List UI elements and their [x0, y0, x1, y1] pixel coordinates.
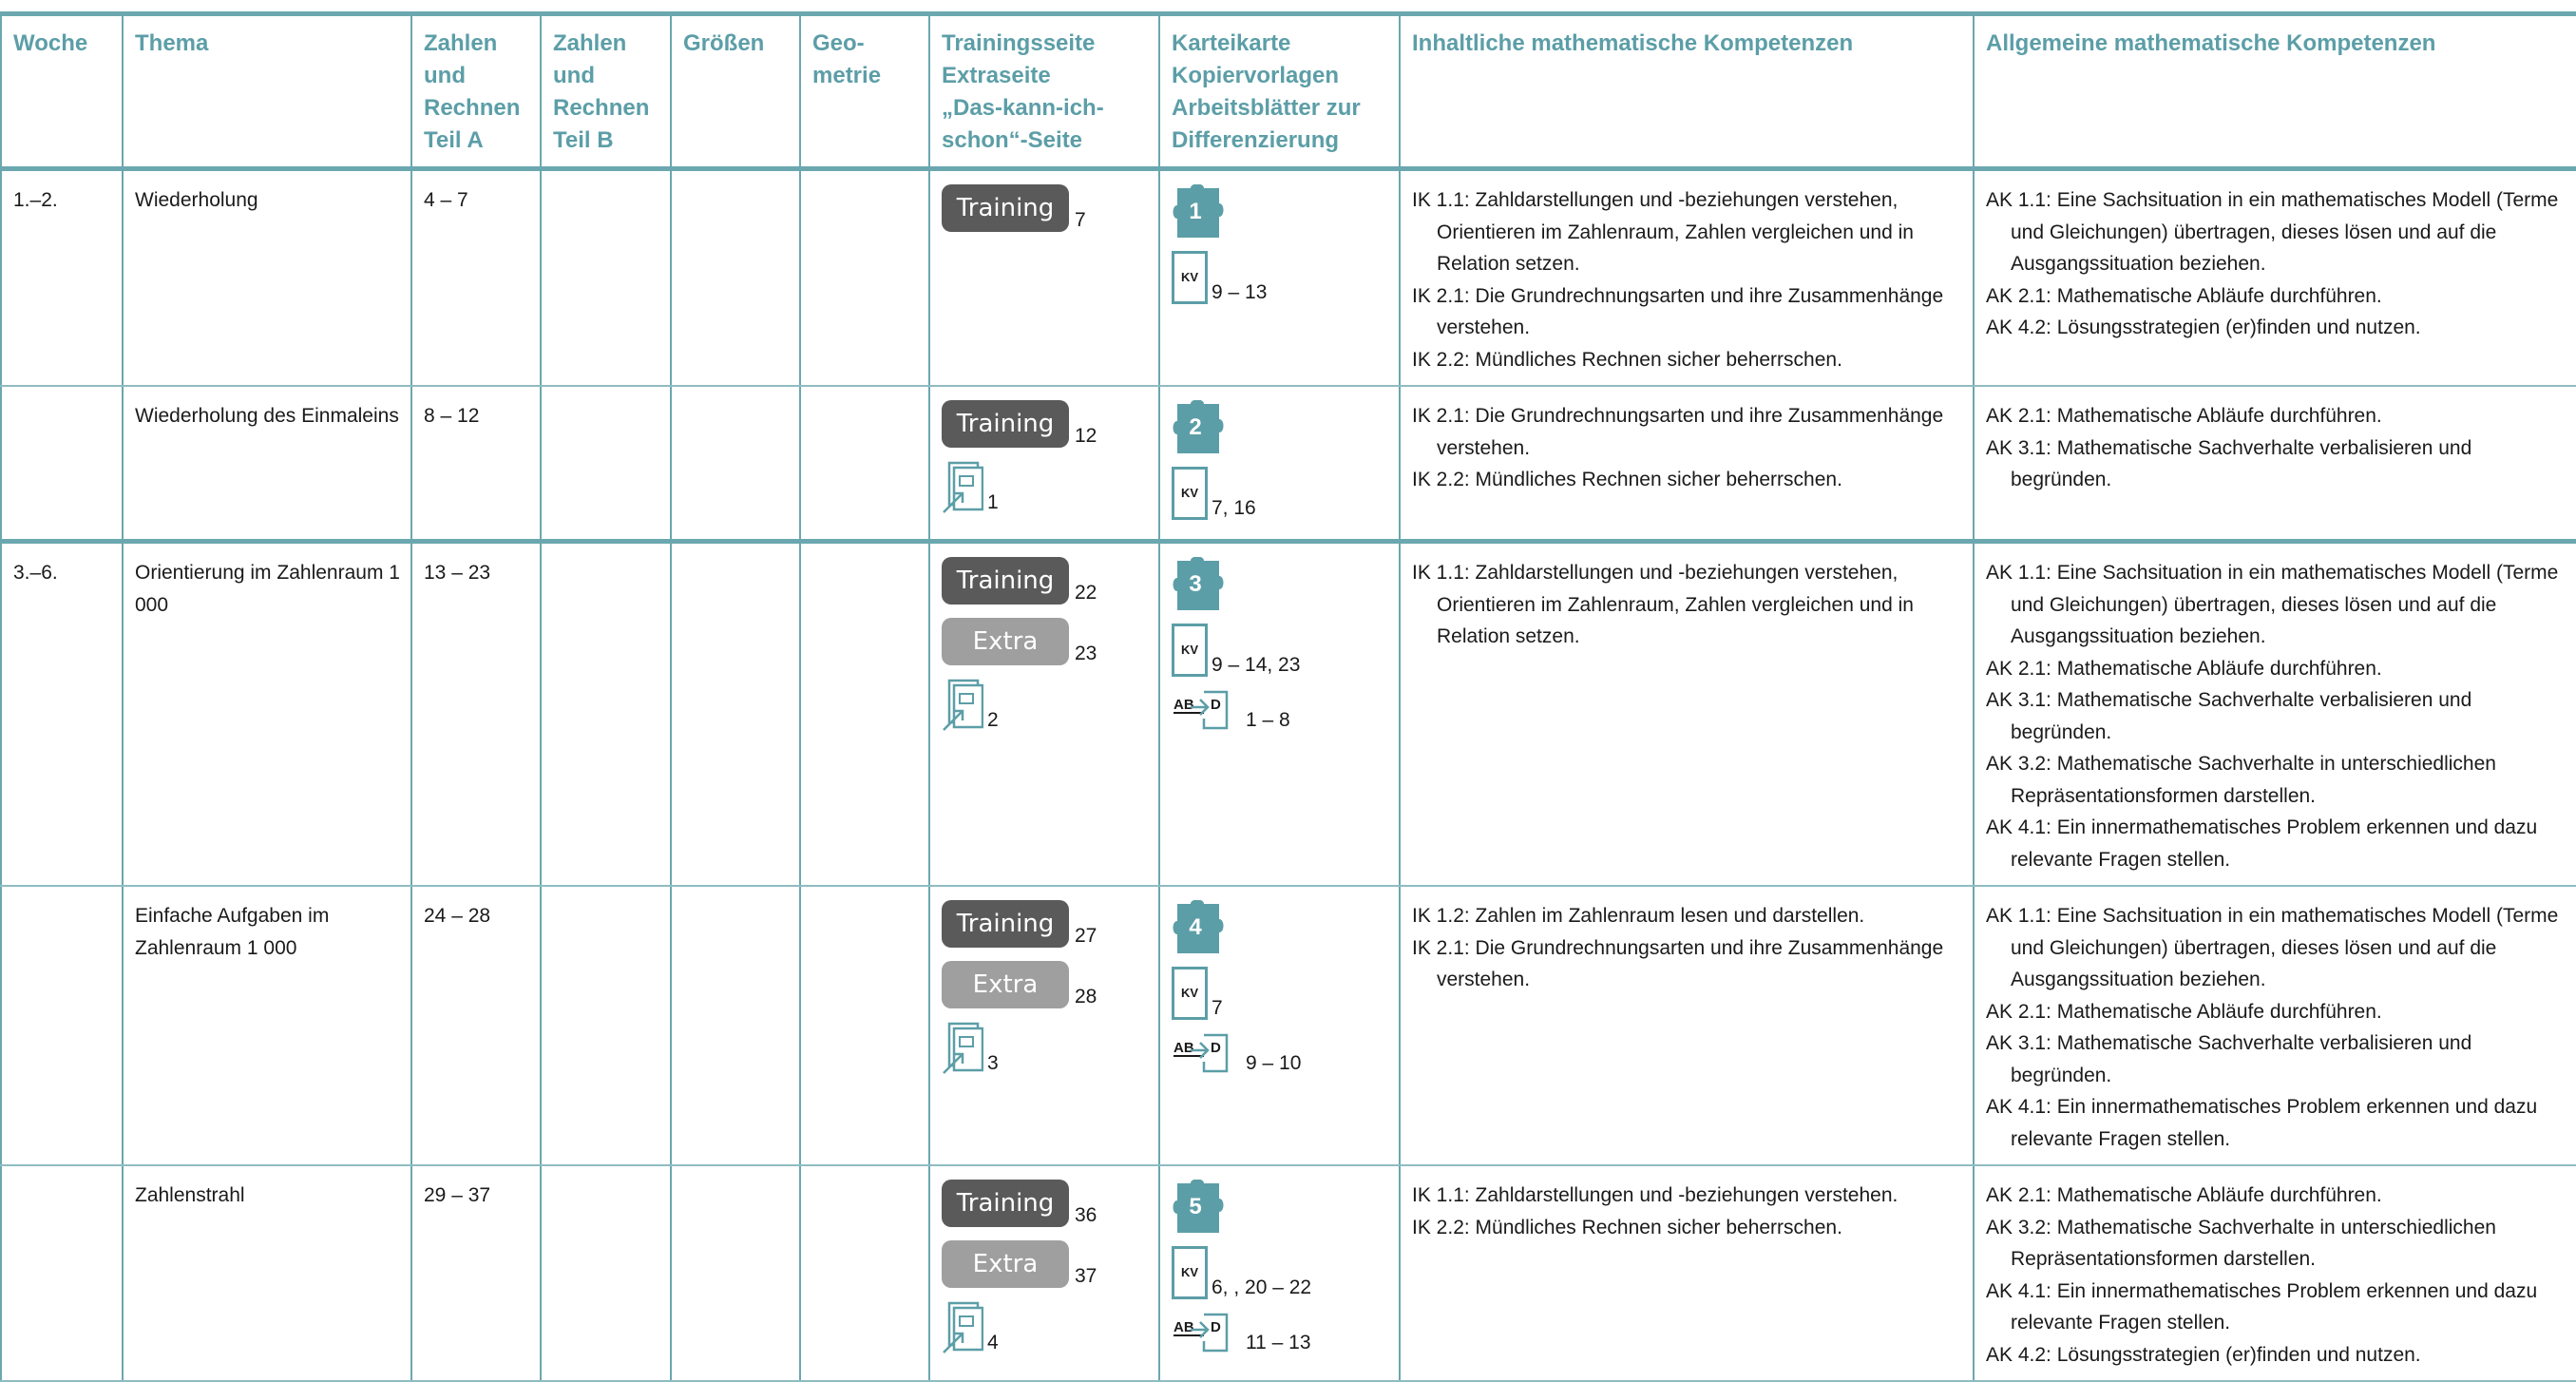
karteikarte-cell	[1159, 1165, 1400, 1381]
kv-pages: 6, , 20 – 22	[1212, 1276, 1312, 1298]
training-page: 27	[1075, 925, 1097, 947]
groessen-cell	[671, 169, 800, 387]
extra-page: 37	[1075, 1265, 1097, 1287]
ik-item: IK 2.2: Mündliches Rechnen sicher beherrschen.	[1412, 348, 1842, 371]
header-line: Differenzierung	[1172, 127, 1340, 153]
kv-pages: 9 – 14, 23	[1212, 654, 1301, 676]
header-line: Trainingsseite	[942, 30, 1096, 56]
svg-text:D: D	[1211, 1040, 1221, 1056]
ak-item: AK 4.2: Lösungsstrategien (er)finden und nutzen.	[1986, 1343, 2421, 1366]
header-line: Rechnen	[553, 95, 650, 121]
header-thema: Thema	[123, 14, 411, 169]
training-badge: Training	[942, 400, 1069, 448]
training-page: 12	[1075, 425, 1097, 447]
ak-item: AK 2.1: Mathematische Abläufe durchführen.	[1986, 1000, 2382, 1023]
header-line: Extraseite	[942, 63, 1051, 88]
teil-b-cell	[541, 386, 671, 542]
kv-icon: KV	[1172, 251, 1208, 304]
karteikarte-cell	[1159, 886, 1400, 1165]
ak-item: AK 3.1: Mathematische Sachverhalte verbalisieren und begründen.	[1986, 1032, 2472, 1086]
header-zahlen-a	[411, 14, 541, 169]
kv-pages: 9 – 13	[1212, 281, 1268, 303]
ak-item: AK 1.1: Eine Sachsituation in ein mathematisches Modell (Terme und Gleichungen) übertragen, dieses lösen und auf die Ausgangssituation beziehen.	[1986, 562, 2559, 647]
geometrie-cell	[800, 386, 929, 542]
training-cell	[929, 542, 1159, 887]
teil-b-cell	[541, 542, 671, 887]
geometrie-cell	[800, 169, 929, 387]
ak-item: AK 4.2: Lösungsstrategien (er)finden und nutzen.	[1986, 317, 2421, 338]
inhaltliche-kompetenzen-cell	[1400, 542, 1974, 887]
puzzle-icon	[1172, 900, 1238, 957]
puzzle-icon	[1172, 400, 1238, 457]
ak-item: AK 4.1: Ein innermathematisches Problem erkennen und dazu relevante Fragen stellen.	[1986, 1096, 2538, 1150]
header-line: Rechnen	[424, 95, 521, 121]
woche-cell: 1.–2.	[1, 169, 123, 387]
header-inhaltliche-kompetenzen: Inhaltliche mathematische Kompetenzen	[1400, 14, 1974, 169]
table-row	[1, 542, 2576, 887]
ak-item: AK 1.1: Eine Sachsituation in ein mathematisches Modell (Terme und Gleichungen) übertragen, dieses lösen und auf die Ausgangssituation beziehen.	[1986, 189, 2559, 275]
header-zahlen-b	[541, 14, 671, 169]
geometrie-cell	[800, 1165, 929, 1381]
table-row	[1, 1165, 2576, 1381]
karteikarte-number: 1	[1189, 199, 1202, 224]
header-line: und	[553, 63, 595, 88]
table-row	[1, 386, 2576, 542]
inhaltliche-kompetenzen-cell	[1400, 886, 1974, 1165]
header-woche: Woche	[1, 14, 123, 169]
kv-icon: KV	[1172, 1246, 1208, 1299]
ik-item: IK 1.1: Zahldarstellungen und -beziehungen verstehen.	[1412, 1184, 1899, 1206]
extra-badge: Extra	[942, 618, 1069, 665]
header-line: und	[424, 63, 466, 88]
svg-text:AB: AB	[1174, 1040, 1194, 1056]
puzzle-icon	[1172, 184, 1238, 241]
ak-item: AK 2.1: Mathematische Abläufe durchführen.	[1986, 657, 2382, 680]
book-page: 2	[987, 709, 999, 731]
header-allgemeine-kompetenzen: Allgemeine mathematische Kompetenzen	[1974, 14, 2576, 169]
training-page: 7	[1075, 209, 1086, 231]
header-line: schon“-Seite	[942, 127, 1083, 153]
book-icon	[942, 1022, 983, 1075]
training-cell	[929, 386, 1159, 542]
groessen-cell	[671, 886, 800, 1165]
ab-to-d-icon	[1172, 686, 1242, 732]
extra-badge: Extra	[942, 961, 1069, 1008]
book-icon	[942, 1301, 983, 1354]
karteikarte-number: 3	[1189, 571, 1202, 597]
training-page: 36	[1075, 1204, 1097, 1226]
header-trainingsseite	[929, 14, 1159, 169]
teil-b-cell	[541, 1165, 671, 1381]
woche-cell	[1, 386, 123, 542]
thema-cell: Einfache Aufgaben im Zahlenraum 1 000	[123, 886, 411, 1165]
book-page: 4	[987, 1332, 999, 1353]
training-cell	[929, 169, 1159, 387]
header-geometrie	[800, 14, 929, 169]
ik-item: IK 2.1: Die Grundrechnungsarten und ihre Zusammenhänge verstehen.	[1412, 936, 1944, 990]
allgemeine-kompetenzen-cell	[1974, 1165, 2576, 1381]
ak-item: AK 1.1: Eine Sachsituation in ein mathematisches Modell (Terme und Gleichungen) übertragen, dieses lösen und auf die Ausgangssituation beziehen.	[1986, 905, 2559, 990]
allgemeine-kompetenzen-cell	[1974, 886, 2576, 1165]
geometrie-cell	[800, 542, 929, 887]
kv-pages: 7	[1212, 997, 1223, 1019]
inhaltliche-kompetenzen-cell	[1400, 386, 1974, 542]
teil-a-cell: 24 – 28	[411, 886, 541, 1165]
woche-cell: 3.–6.	[1, 542, 123, 887]
ak-item: AK 4.1: Ein innermathematisches Problem erkennen und dazu relevante Fragen stellen.	[1986, 816, 2538, 871]
teil-a-cell: 8 – 12	[411, 386, 541, 542]
header-line: Zahlen	[553, 30, 627, 56]
karteikarte-cell	[1159, 169, 1400, 387]
kv-pages: 7, 16	[1212, 497, 1256, 519]
ab-pages: 11 – 13	[1246, 1332, 1311, 1353]
groessen-cell	[671, 542, 800, 887]
training-cell	[929, 886, 1159, 1165]
header-line: Zahlen	[424, 30, 498, 56]
extra-badge: Extra	[942, 1240, 1069, 1288]
header-row	[1, 14, 2576, 169]
thema-cell: Zahlenstrahl	[123, 1165, 411, 1381]
karteikarte-number: 2	[1189, 414, 1202, 440]
header-line: Kopiervorlagen	[1172, 63, 1340, 88]
puzzle-icon	[1172, 1180, 1238, 1237]
ak-item: AK 3.2: Mathematische Sachverhalte in unterschiedlichen Repräsentationsformen darstellen.	[1986, 753, 2496, 807]
ab-to-d-icon	[1172, 1029, 1242, 1075]
svg-text:AB: AB	[1174, 697, 1194, 713]
ak-item: AK 4.1: Ein innermathematisches Problem erkennen und dazu relevante Fragen stellen.	[1986, 1279, 2538, 1334]
teil-b-cell	[541, 886, 671, 1165]
ab-pages: 1 – 8	[1246, 709, 1290, 731]
header-line: Arbeitsblätter zur	[1172, 95, 1361, 121]
training-cell	[929, 1165, 1159, 1381]
ak-item: AK 3.1: Mathematische Sachverhalte verbalisieren und begründen.	[1986, 689, 2472, 743]
ik-item: IK 2.2: Mündliches Rechnen sicher beherrschen.	[1412, 1216, 1842, 1238]
ak-item: AK 2.1: Mathematische Abläufe durchführen.	[1986, 405, 2382, 427]
header-line: Geo-	[812, 30, 865, 56]
training-badge: Training	[942, 1180, 1069, 1227]
karteikarte-number: 4	[1189, 914, 1202, 940]
inhaltliche-kompetenzen-cell	[1400, 1165, 1974, 1381]
karteikarte-cell	[1159, 386, 1400, 542]
teil-a-cell: 13 – 23	[411, 542, 541, 887]
ik-item: IK 2.2: Mündliches Rechnen sicher beherrschen.	[1412, 469, 1842, 490]
ik-item: IK 2.1: Die Grundrechnungsarten und ihre Zusammenhänge verstehen.	[1412, 405, 1944, 459]
ab-pages: 9 – 10	[1246, 1052, 1302, 1074]
book-icon	[942, 679, 983, 732]
ak-item: AK 2.1: Mathematische Abläufe durchführen.	[1986, 284, 2382, 307]
header-line: Teil B	[553, 127, 614, 153]
ik-item: IK 1.1: Zahldarstellungen und -beziehungen verstehen, Orientieren im Zahlenraum, Zahlen vergleichen und in Relation setzen.	[1412, 562, 1914, 647]
ak-item: AK 3.2: Mathematische Sachverhalte in unterschiedlichen Repräsentationsformen darstellen.	[1986, 1216, 2496, 1270]
table-row	[1, 169, 2576, 387]
header-karteikarte	[1159, 14, 1400, 169]
inhaltliche-kompetenzen-cell	[1400, 169, 1974, 387]
allgemeine-kompetenzen-cell	[1974, 169, 2576, 387]
teil-a-cell: 29 – 37	[411, 1165, 541, 1381]
svg-text:D: D	[1211, 697, 1221, 713]
svg-text:D: D	[1211, 1319, 1221, 1335]
allgemeine-kompetenzen-cell	[1974, 386, 2576, 542]
groessen-cell	[671, 1165, 800, 1381]
geometrie-cell	[800, 886, 929, 1165]
extra-page: 28	[1075, 986, 1097, 1008]
header-line: „Das-kann-ich-	[942, 95, 1104, 121]
ik-item: IK 1.1: Zahldarstellungen und -beziehungen verstehen, Orientieren im Zahlenraum, Zahlen vergleichen und in Relation setzen.	[1412, 189, 1914, 275]
teil-a-cell: 4 – 7	[411, 169, 541, 387]
ik-item: IK 2.1: Die Grundrechnungsarten und ihre Zusammenhänge verstehen.	[1412, 284, 1944, 338]
training-page: 22	[1075, 582, 1097, 604]
book-page: 1	[987, 491, 999, 513]
book-page: 3	[987, 1052, 999, 1074]
ak-item: AK 2.1: Mathematische Abläufe durchführen.	[1986, 1184, 2382, 1206]
thema-cell: Orientierung im Zahlenraum 1 000	[123, 542, 411, 887]
ak-item: AK 3.1: Mathematische Sachverhalte verbalisieren und begründen.	[1986, 436, 2472, 490]
svg-text:AB: AB	[1174, 1319, 1194, 1335]
karteikarte-cell	[1159, 542, 1400, 887]
kv-icon: KV	[1172, 967, 1208, 1020]
teil-b-cell	[541, 169, 671, 387]
curriculum-table	[0, 11, 2576, 1382]
training-badge: Training	[942, 184, 1069, 232]
kv-icon: KV	[1172, 467, 1208, 520]
thema-cell: Wiederholung	[123, 169, 411, 387]
kv-icon: KV	[1172, 624, 1208, 677]
ab-to-d-icon	[1172, 1309, 1242, 1354]
thema-cell: Wiederholung des Einmaleins	[123, 386, 411, 542]
header-groessen: Größen	[671, 14, 800, 169]
woche-cell	[1, 886, 123, 1165]
puzzle-icon	[1172, 557, 1238, 614]
extra-page: 23	[1075, 643, 1097, 664]
training-badge: Training	[942, 557, 1069, 605]
table-row	[1, 886, 2576, 1165]
header-line: metrie	[812, 63, 882, 88]
allgemeine-kompetenzen-cell	[1974, 542, 2576, 887]
book-icon	[942, 461, 983, 514]
karteikarte-number: 5	[1189, 1194, 1202, 1219]
ik-item: IK 1.2: Zahlen im Zahlenraum lesen und darstellen.	[1412, 905, 1865, 927]
woche-cell	[1, 1165, 123, 1381]
groessen-cell	[671, 386, 800, 542]
header-line: Teil A	[424, 127, 484, 153]
training-badge: Training	[942, 900, 1069, 948]
header-line: Karteikarte	[1172, 30, 1291, 56]
